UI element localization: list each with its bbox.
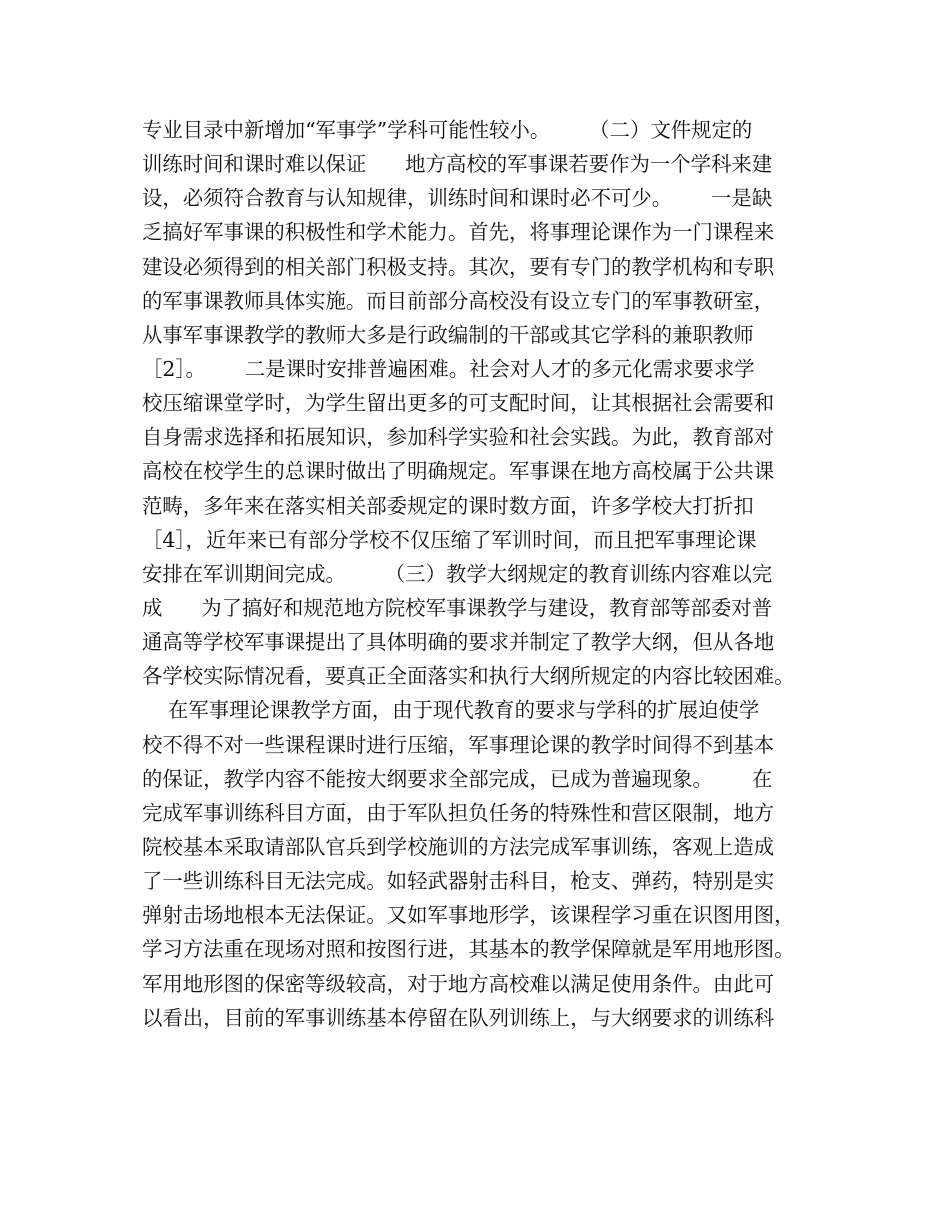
text-line-13: ［4］，近年来已有部分学校不仅压缩了军训时间，而且把军事理论课 [142, 527, 757, 552]
text-line-12: 范畴，多年来在落实相关部委规定的课时数方面，许多学校大打折扣 [142, 493, 754, 518]
text-line-3: 设，必须符合教育与认知规律，训练时间和课时必不可少。 一是缺 [142, 186, 773, 211]
text-line-22: 院校基本采取请部队官兵到学校施训的方法完成军事训练，客观上造成 [142, 834, 775, 859]
text-line-20: 的保证，教学内容不能按大纲要求全部完成，已成为普遍现象。 在 [142, 766, 773, 791]
text-line-2: 训练时间和课时难以保证 地方高校的军事课若要作为一个学科来建 [142, 152, 773, 177]
text-line-21: 完成军事训练科目方面，由于军队担负任务的特殊性和营区限制，地方 [142, 800, 775, 825]
text-line-9: 校压缩课堂学时，为学生留出更多的可支配时间，让其根据社会需要和 [142, 391, 775, 416]
text-line-23: 了一些训练科目无法完成。如轻武器射击科目，枪支、弹药，特别是实 [142, 869, 775, 894]
text-line-14: 安排在军训期间完成。 （三）教学大纲规定的教育训练内容难以完 [142, 561, 773, 586]
text-line-15: 成 为了搞好和规范地方院校军事课教学与建设，教育部等部委对普 [142, 595, 773, 620]
body-text [142, 113, 822, 1035]
text-line-8: ［2］。 二是课时安排普遍困难。社会对人才的多元化需求要求学 [142, 356, 755, 381]
text-line-11: 高校在校学生的总课时做出了明确规定。军事课在地方高校属于公共课 [142, 459, 775, 484]
text-line-19: 校不得不对一些课程课时进行压缩，军事理论课的教学时间得不到基本 [142, 732, 775, 757]
text-line-5: 建设必须得到的相关部门积极支持。其次，要有专门的教学机构和专职 [142, 254, 775, 279]
text-line-16: 通高等学校军事课提出了具体明确的要求并制定了教学大纲，但从各地 [142, 630, 775, 655]
text-line-17: 各学校实际情况看，要真正全面落实和执行大纲所规定的内容比较困难。 [142, 664, 795, 689]
text-line-4: 乏搞好军事课的积极性和学术能力。首先，将事理论课作为一门课程来 [142, 220, 775, 245]
text-line-26: 军用地形图的保密等级较高，对于地方高校难以满足使用条件。由此可 [142, 971, 775, 996]
text-line-7: 从事军事课教学的教师大多是行政编制的干部或其它学科的兼职教师 [142, 322, 754, 347]
text-line-27: 以看出，目前的军事训练基本停留在队列训练上，与大纲要求的训练科 [142, 1005, 775, 1030]
text-line-24: 弹射击场地根本无法保证。又如军事地形学，该课程学习重在识图用图， [142, 903, 795, 928]
text-line-18: 在军事理论课教学方面，由于现代教育的要求与学科的扩展迫使学 [142, 698, 760, 723]
text-line-25: 学习方法重在现场对照和按图行进，其基本的教学保障就是军用地形图。 [142, 937, 795, 962]
text-line-1: 专业目录中新增加“军事学”学科可能性较小。 （二）文件规定的 [142, 118, 753, 142]
text-line-10: 自身需求选择和拓展知识，参加科学实验和社会实践。为此，教育部对 [142, 425, 775, 450]
text-line-6: 的军事课教师具体实施。而目前部分高校没有设立专门的军事教研室， [142, 288, 775, 313]
